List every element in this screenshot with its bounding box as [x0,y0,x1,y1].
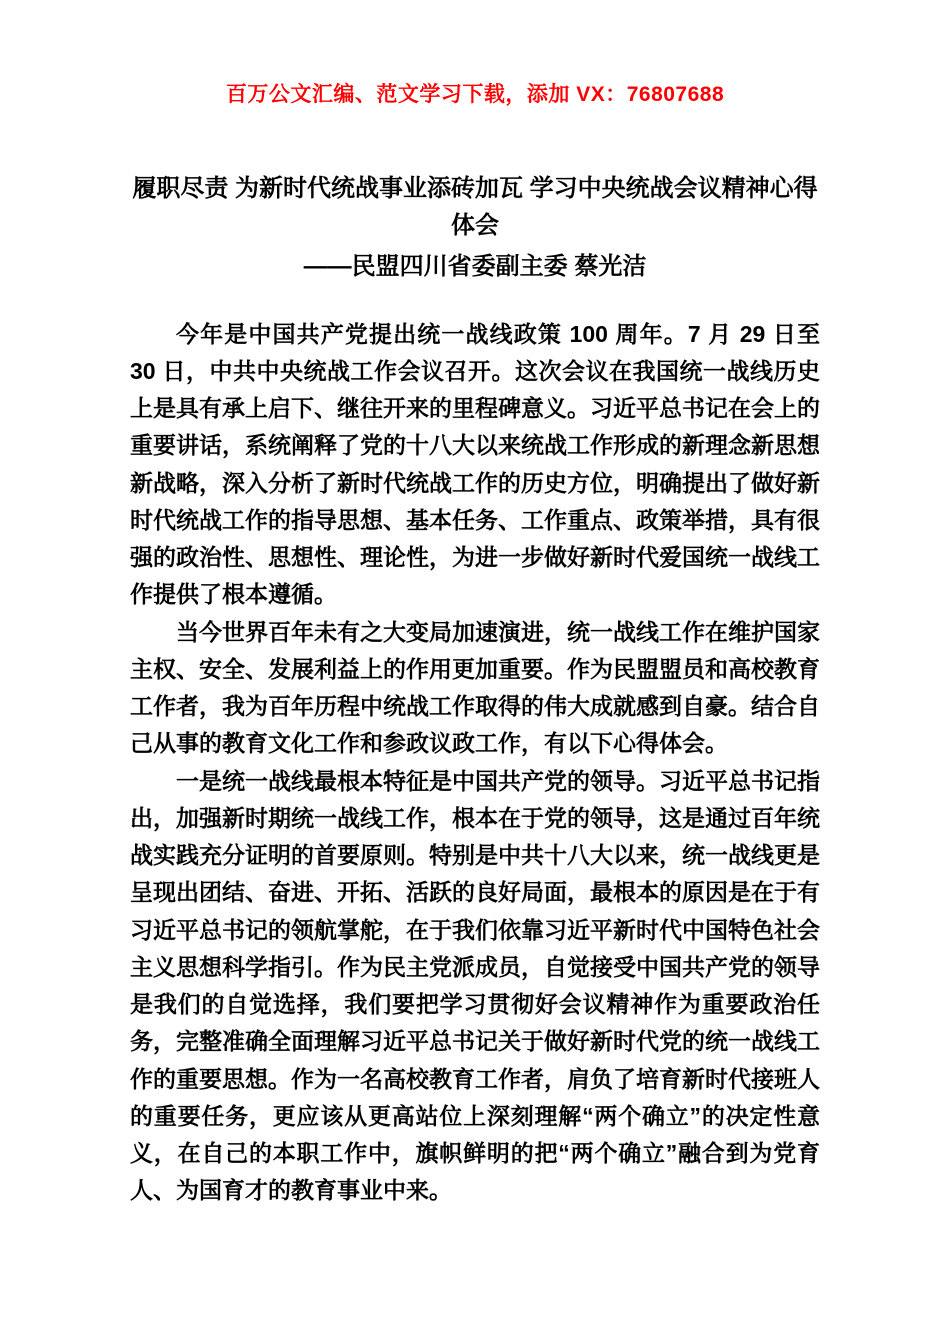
paragraph: 一是统一战线最根本特征是中国共产党的领导。习近平总书记指出，加强新时期统一战线工作，根本在于党的领导，这是通过百年统战实践充分证明的首要原则。特别是中共十八大以来，统一战线更是呈现出团结、奋进、开拓、活跃的良好局面，最根本的原因是在于有习近平总书记的领航掌舵，在于我们依靠习近平新时代中国特色社会主义思想科学指引。作为民主党派成员，自觉接受中国共产党的领导是我们的自觉选择，我们要把学习贯彻好会议精神作为重要政治任务，完整准确全面理解习近平总书记关于做好新时代党的统一战线工作的重要思想。作为一名高校教育工作者，肩负了培育新时代接班人的重要任务，更应该从更高站位上深刻理解“两个确立”的决定性意义，在自己的本职工作中，旗帜鲜明的把“两个确立”融合到为党育人、为国育才的教育事业中来。 [130,767,820,1204]
document-body [130,286,820,1210]
paragraph: 今年是中国共产党提出统一战线政策 100 周年。7 月 29 日至 30 日，中共中央统战工作会议召开。这次会议在我国统一战线历史上是具有承上启下、继往开来的里程碑意义。习近平总书记在会上的重要讲话，系统阐释了党的十八大以来统战工作形成的新理念新思想新战略，深入分析了新时代统战工作的历史方位，明确提出了做好新时代统战工作的指导思想、基本任务、工作重点、政策举措，具有很强的政治性、思想性、理论性，为进一步做好新时代爱国统一战线工作提供了根本遵循。 [130,320,820,608]
page-title: 履职尽责 为新时代统战事业添砖加瓦 学习中央统战会议精神心得体会 [132,175,818,240]
document-subtitle: ——民盟四川省委副主委 蔡光洁 [303,253,647,281]
watermark-banner: 百万公文汇编、范文学习下载，添加 VX：76807688 [225,83,725,106]
paragraph: 当今世界百年未有之大变局加速演进，统一战线工作在维护国家主权、安全、发展利益上的作用更加重要。作为民盟盟员和高校教育工作者，我为百年历程中统战工作取得的伟大成就感到自豪。结合自己从事的教育文化工作和参政议政工作，有以下心得体会。 [130,618,820,757]
